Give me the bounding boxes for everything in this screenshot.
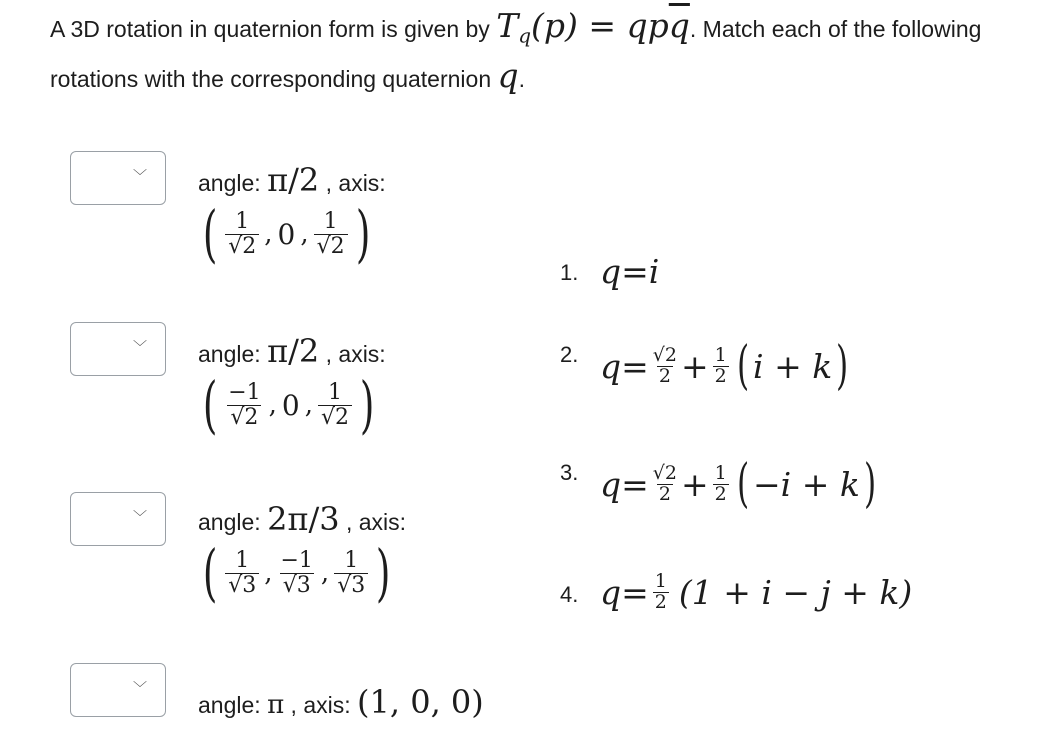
q-symbol: q xyxy=(600,252,622,291)
frac-den: 2 xyxy=(714,482,727,505)
angle-value: π/2 xyxy=(267,161,320,199)
frac-num: √2 xyxy=(652,461,677,484)
frac-den: 2 xyxy=(658,482,671,505)
axis-den: √2 xyxy=(225,234,259,258)
formula-p: (p) xyxy=(531,6,578,45)
equals: = xyxy=(621,252,649,291)
axis-den: √2 xyxy=(227,405,261,429)
q-symbol: q xyxy=(600,572,622,612)
plus: + xyxy=(680,464,709,504)
angle-label: angle: xyxy=(198,170,268,196)
option-expression xyxy=(600,252,659,291)
answer-dropdown-3[interactable] xyxy=(70,492,166,546)
option-expression: q = $\frac{√2}{2}$ + $\frac{1}{2}$ ( i + k ) xyxy=(600,336,849,396)
axis-num: 1 xyxy=(328,380,342,406)
angle-value: π xyxy=(267,690,285,720)
question-prompt xyxy=(50,6,1010,99)
axis-vector-2: ( $\frac{-1}{√2}$ , 0 , $\frac{1}{√2}$ ) xyxy=(202,368,375,441)
axis-num: 1 xyxy=(235,548,250,574)
inner-expr: i + k xyxy=(753,346,833,386)
option-number: 4. xyxy=(560,582,579,607)
angle-value: π/2 xyxy=(267,332,320,370)
axis-den: √3 xyxy=(334,573,368,597)
rhs: i xyxy=(648,252,660,291)
option-number: 2. xyxy=(560,342,579,367)
prompt-q-symbol: q xyxy=(497,55,519,95)
frac-num: √2 xyxy=(652,343,677,366)
inner-expr: −i + k xyxy=(753,464,860,504)
angle-line-3 xyxy=(198,500,406,538)
prompt-text-mid: . Match each of the following rotations with the corresponding quaternion xyxy=(50,16,982,92)
axis-inline: (1, 0, 0) xyxy=(357,683,484,721)
frac-den: 2 xyxy=(658,364,671,387)
prompt-text-before: A 3D rotation in quaternion form is given by xyxy=(50,16,497,42)
axis-num: −1 xyxy=(280,548,313,574)
chevron-down-icon: ﹀ xyxy=(133,510,147,526)
formula-sub: q xyxy=(518,23,532,48)
formula-rhs-q: qp xyxy=(626,6,669,45)
angle-label: angle: xyxy=(198,509,268,535)
prompt-text-end: . xyxy=(518,65,526,92)
angle-line-1 xyxy=(198,161,386,199)
option-expression xyxy=(600,572,912,613)
angle-label: angle: xyxy=(198,341,268,367)
axis-den: √3 xyxy=(225,573,259,597)
option-number: 1. xyxy=(560,260,579,285)
axis-label: , axis: xyxy=(339,509,407,535)
inner-expr: (1 + i − j + k) xyxy=(678,572,913,612)
frac-num: 1 xyxy=(714,461,727,484)
axis-label: , axis: xyxy=(284,692,358,718)
frac-num: 1 xyxy=(654,570,667,592)
chevron-down-icon: ﹀ xyxy=(133,681,147,697)
axis-den: √3 xyxy=(280,573,314,597)
formula-T: T xyxy=(496,6,519,45)
plus: + xyxy=(680,346,709,386)
axis-den: √2 xyxy=(318,405,352,429)
answer-dropdown-4[interactable] xyxy=(70,663,166,717)
angle-value: 2π/3 xyxy=(267,500,340,538)
frac-den: 2 xyxy=(654,590,667,613)
axis-num: 1 xyxy=(323,209,338,235)
axis-value: 0 xyxy=(277,217,296,251)
angle-label: angle: xyxy=(198,692,268,718)
chevron-down-icon: ﹀ xyxy=(133,169,147,185)
formula-rhs-qbar: $\overline{q}$ xyxy=(668,6,690,45)
answer-dropdown-1[interactable] xyxy=(70,151,166,205)
option-expression: q = $\frac{√2}{2}$ + $\frac{1}{2}$ ( −i + k ) xyxy=(600,454,877,514)
equals: = xyxy=(621,572,649,612)
axis-den: √2 xyxy=(314,234,348,258)
q-symbol: q xyxy=(600,464,622,504)
axis-vector-1: ( $\frac{1}{√2}$ , 0 , $\frac{1}{√2}$ ) xyxy=(202,197,370,270)
axis-vector-3: ( $\frac{1}{√3}$ , $\frac{-1}{√3}$ , $\frac{1}{√3}$ ) xyxy=(202,536,391,609)
q-symbol: q xyxy=(600,346,622,386)
angle-line-4 xyxy=(198,683,484,721)
frac-den: 2 xyxy=(714,364,727,387)
axis-value: 0 xyxy=(281,388,300,422)
chevron-down-icon: ﹀ xyxy=(133,340,147,356)
angle-line-2 xyxy=(198,332,386,370)
frac-num: 1 xyxy=(714,343,727,366)
axis-num: 1 xyxy=(235,209,250,235)
axis-label: , axis: xyxy=(319,170,386,196)
option-number: 3. xyxy=(560,460,579,485)
formula-eq: = xyxy=(577,6,627,45)
equals: = xyxy=(621,464,649,504)
axis-num: −1 xyxy=(228,380,261,406)
axis-num: 1 xyxy=(344,548,359,574)
axis-label: , axis: xyxy=(319,341,386,367)
equals: = xyxy=(621,346,649,386)
answer-dropdown-2[interactable] xyxy=(70,322,166,376)
